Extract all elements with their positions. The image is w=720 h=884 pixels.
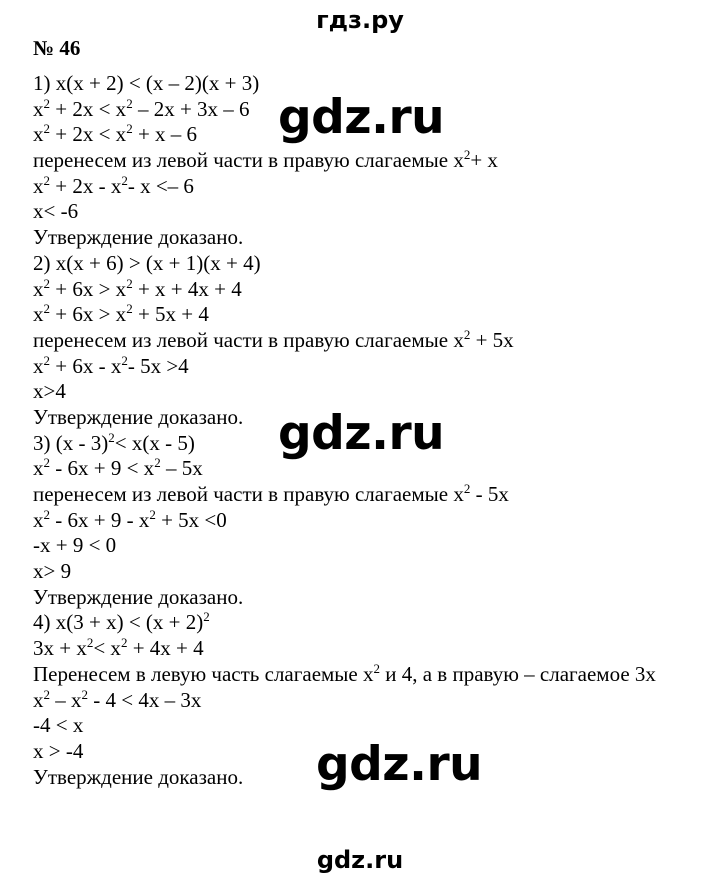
line-text: - 5x >4 [127,353,189,378]
line-text: Утверждение доказано. [33,584,244,609]
exponent: 2 [120,635,128,651]
line-text: + x – 6 [132,122,198,147]
exponent: 2 [43,455,50,471]
site-header-label: гдз.ру [316,6,404,34]
exponent: 2 [108,429,115,445]
line-text: x [33,353,44,378]
line-text: < x(x - 5) [114,430,195,455]
solution-line [33,354,713,380]
line-text: – 2x + 3x – 6 [132,96,250,121]
line-text: и 4, а в правую – слагаемое 3x [379,661,656,686]
exponent: 2 [86,635,94,651]
line-text: 4) x(3 + x) < (x + 2) [33,610,204,635]
line-text: x [33,507,44,532]
line-text: x [33,122,44,147]
line-text: 1) x(x + 2) < (x – 2)(x + 3) [33,71,260,95]
exponent: 2 [43,275,50,291]
solution-line [33,533,713,559]
solution-line [33,610,713,636]
line-text: -4 < x [33,713,84,738]
exponent: 2 [43,121,50,137]
solution-line [33,174,713,200]
solution-line [33,302,713,328]
exponent: 2 [126,95,133,111]
line-text: + x [470,148,498,173]
line-text: + 2x - x [50,173,122,198]
solution-line [33,688,713,714]
line-text: + 5x [470,327,514,352]
solution-line [33,277,713,303]
line-text: + 5x <0 [155,507,227,532]
line-text: x [33,96,44,121]
exponent: 2 [43,95,50,111]
watermark: gdz.ru [310,737,488,793]
line-text: перенесем из левой части в правую слагаемые x [33,327,464,352]
line-text: x [33,276,44,301]
line-text: + 2x < x [50,122,127,147]
solution-line [33,585,713,611]
solution-line [33,225,713,251]
watermark: gdz.ru [272,406,450,462]
line-text: x > -4 [33,738,84,763]
line-text: x< -6 [33,199,79,224]
line-text: 2) x(x + 6) > (x + 1)(x + 4) [33,250,261,275]
line-text: 3) (x - 3) [33,430,109,455]
line-text: x [33,302,44,327]
line-text: < x [93,636,121,661]
line-text: -x + 9 < 0 [33,533,117,558]
line-text: + x + 4x + 4 [132,276,242,301]
line-text: - 6x + 9 - x [50,507,150,532]
line-text: 3x + x [33,636,87,661]
exponent: 2 [126,301,133,317]
exponent: 2 [463,481,471,496]
problem-number: № 46 [33,36,81,60]
line-text: - x <– 6 [127,173,194,198]
line-text: + 6x - x [50,353,122,378]
line-text: x>4 [33,379,66,404]
solution-line [33,199,713,225]
line-text: + 6x > x [50,302,127,327]
exponent: 2 [43,301,50,317]
solution-line [33,148,713,174]
exponent: 2 [373,660,380,676]
exponent: 2 [149,506,156,522]
solution-line [33,328,713,354]
line-text: Утверждение доказано. [33,764,244,789]
exponent: 2 [43,686,50,702]
solution-line [33,251,713,277]
line-text: перенесем из левой части в правую слагаемые x [33,148,464,173]
line-text: x [33,687,44,712]
solution-line [33,379,713,405]
exponent: 2 [43,506,50,522]
exponent: 2 [43,172,50,188]
solution-line [33,559,713,585]
line-text: Утверждение доказано. [33,404,244,429]
exponent: 2 [126,275,133,291]
exponent: 2 [126,121,133,137]
solution-line [33,662,713,688]
line-text: – x [50,687,82,712]
exponent: 2 [154,455,161,471]
line-text: Перенесем в левую часть слагаемые x [33,661,374,686]
line-text: перенесем из левой части в правую слагаемые x [33,482,464,506]
exponent: 2 [463,147,471,163]
line-text: Утверждение доказано. [33,225,244,250]
line-text: x> 9 [33,559,72,584]
line-text: x [33,456,44,481]
line-text: x [33,173,44,198]
watermark: gdz.ru [272,90,450,146]
solution-line [33,636,713,662]
exponent: 2 [43,352,50,368]
solution-line [33,482,713,508]
exponent: 2 [121,172,128,188]
line-text: + 2x < x [50,96,127,121]
solution-line [33,508,713,534]
exponent: 2 [463,326,471,342]
line-text: - 5x [470,482,509,506]
exponent: 2 [203,609,210,625]
exponent: 2 [121,352,128,368]
line-text: + 6x > x [50,276,127,301]
site-footer-label: gdz.ru [316,846,404,874]
line-text: - 4 < 4x – 3x [88,687,202,712]
solution-line [33,713,713,739]
exponent: 2 [81,686,88,702]
line-text: + 5x + 4 [132,302,209,327]
line-text: - 6x + 9 < x [50,456,155,481]
line-text: + 4x + 4 [127,636,204,661]
line-text: – 5x [160,456,203,481]
